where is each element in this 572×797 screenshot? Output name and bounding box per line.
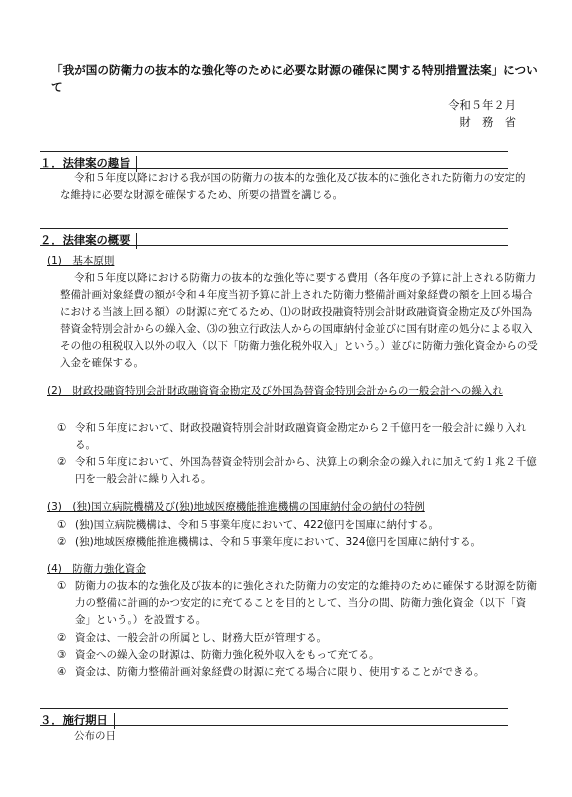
item-number: ④ [57, 666, 67, 678]
item-number: ② [57, 456, 67, 468]
section-1-header [40, 151, 508, 169]
subsection-2-item [57, 420, 537, 454]
ministry-name: 財 務 省 [459, 116, 516, 129]
subsection-2-item [57, 454, 537, 488]
item-text: 防衛力の抜本的な強化及び抜本的に強化された防衛力の安定的な維持のために確保する財源を防衛力の整備に計画的かつ安定的に充てることを目的として、当分の間、防衛力強化資金（以下「資金」という。）を設置する。 [75, 580, 537, 626]
item-number: ① [57, 580, 67, 592]
document-title: 「我が国の防衛力の抜本的な強化等のために必要な財源の確保に関する特別措置法案」について [51, 63, 538, 94]
subsection-2-title: (2) 財政投融資特別会計財政融資資金勘定及び外国為替資金特別会計からの一般会計への繰入れ [47, 385, 503, 397]
item-text: (独)国立病院機構は、令和５事業年度において、422億円を国庫に納付する。 [75, 519, 440, 531]
item-number: ② [57, 632, 67, 644]
section-3-header [40, 708, 508, 726]
item-text: 資金は、防衛力整備計画対象経費の財源に充てる場合に限り、使用することができる。 [75, 666, 485, 678]
subsection-4-item [57, 578, 537, 629]
document-date: 令和５年２月 [448, 99, 516, 112]
subsection-4-item [57, 630, 537, 647]
item-number: ② [57, 536, 67, 548]
item-text: (独)地域医療機能推進機構は、令和５事業年度において、324億円を国庫に納付する。 [75, 536, 482, 548]
item-text: 令和５年度において、財政投融資特別会計財政融資資金勘定から２千億円を一般会計に繰り入れる。 [75, 422, 527, 451]
section-2-header [40, 228, 508, 246]
section-1-body: 令和５年度以降における我が国の防衛力の抜本的な強化及び抜本的に強化された防衛力の安定的な維持に必要な財源を確保するため、所要の措置を講じる。 [60, 172, 526, 201]
section-1-heading: １．法律案の趣旨 [40, 156, 137, 172]
item-text: 令和５年度において、外国為替資金特別会計から、決算上の剰余金の繰入れに加えて約１兆２千億円を一般会計に繰り入れる。 [75, 456, 537, 485]
item-number: ① [57, 519, 67, 531]
section-2-heading: ２．法律案の概要 [40, 233, 137, 249]
subsection-4-item [57, 664, 537, 681]
subsection-3-title: (3) (独)国立病院機構及び(独)地域医療機能推進機構の国庫納付金の納付の特例 [47, 501, 425, 513]
item-text: 資金への繰入金の財源は、防衛力強化税外収入をもって充てる。 [75, 649, 380, 661]
subsection-4-title: (4) 防衛力強化資金 [47, 563, 146, 575]
item-text: 資金は、一般会計の所属とし、財務大臣が管理する。 [75, 632, 327, 644]
subsection-4-item [57, 647, 537, 664]
subsection-3-item [57, 534, 537, 551]
subsection-1-title: (1) 基本原則 [47, 255, 115, 267]
section-3-heading: ３．施行期日 [40, 713, 115, 729]
section-3-body: 公布の日 [74, 730, 116, 742]
item-number: ③ [57, 649, 67, 661]
subsection-1-body: 令和５年度以降における防衛力の抜本的な強化等に要する費用（各年度の予算に計上される防衛力整備計画対象経費の額が令和４年度当初予算に計上された防衛力整備計画対象経費の額を上回る場合における当該上回る額）の財源に充てるため、⑴の財政投融資特別会計財政融資資金勘定及び外国為替資金特別会計からの繰入金、⑶の独立行政法人からの国庫納付金並びに国有財産の処分による収入その他の租税収入以外の収入（以下「防衛力強化税外収入」という。）並びに防衛力強化資金からの受入金を確保する。 [60, 272, 538, 369]
item-number: ① [57, 422, 67, 434]
subsection-3-item [57, 517, 537, 534]
